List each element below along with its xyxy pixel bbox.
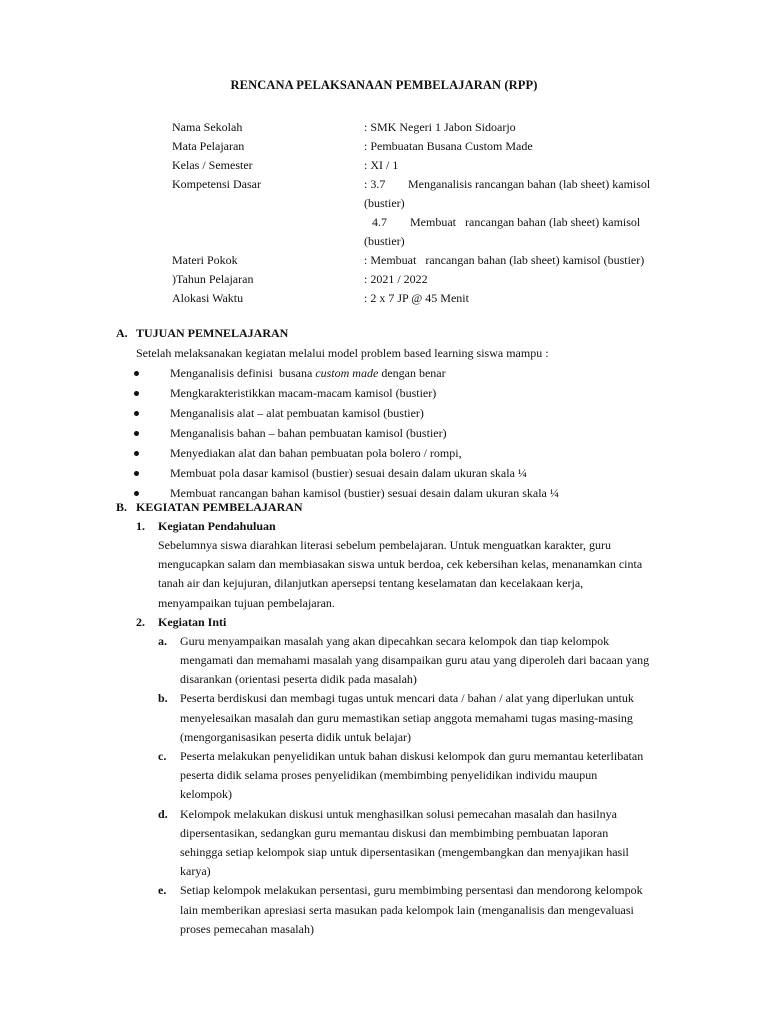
activity-item-a — [116, 632, 696, 690]
list-item: Mengkarakteristikkan macam-macam kamisol (bustier) — [116, 383, 696, 403]
info-label: )Tahun Pelajaran — [172, 272, 254, 286]
item-line: proses pemecahan masalah) — [180, 921, 314, 936]
subsection-heading-inti — [116, 613, 696, 632]
paragraph-line: menyampaikan tujuan pembelajaran. — [158, 595, 335, 610]
emphasis: custom made — [315, 366, 379, 380]
section-tujuan — [116, 324, 696, 503]
bullet-icon — [134, 471, 139, 476]
item-line: kelompok) — [180, 787, 232, 802]
list-item: Membuat pola dasar kamisol (bustier) sesuai desain dalam ukuran skala ¼ — [116, 463, 696, 483]
kd2-text: Membuat rancangan bahan (lab sheet) kamisol — [410, 215, 641, 229]
section-title: TUJUAN PEMNELAJARAN — [136, 326, 289, 340]
paragraph-line: mengucapkan salam dan membiasakan siswa untuk berdoa, cek kebersihan kelas, menanamkan cinta — [158, 557, 643, 572]
item-line: mengamati dan memahami masalah yang disampaikan guru atau yang diperoleh dari bacaan yang — [180, 653, 650, 668]
info-label: Kelas / Semester — [172, 158, 253, 172]
list-item: Menganalisis definisi busana custom made dengan benar — [116, 363, 696, 383]
bullet-icon — [134, 411, 139, 416]
kd1-continuation: (bustier) — [364, 196, 405, 210]
item-line: Setiap kelompok melakukan persentasi, guru membimbing persentasi dan mendorong kelompok — [180, 883, 643, 898]
list-item: Menganalisis alat – alat pembuatan kamisol (bustier) — [116, 403, 696, 423]
item-line: (mengorganisasikan peserta didik untuk belajar) — [180, 729, 412, 744]
identity-block — [172, 118, 692, 308]
kd2-number: 4.7 — [372, 215, 387, 229]
info-label: Nama Sekolah — [172, 120, 243, 134]
item-line: sehingga setiap kelompok siap untuk dipersentasikan (mengembangkan dan menyajikan hasil — [180, 845, 629, 860]
item-letter: d. — [158, 806, 168, 821]
info-row-materi — [172, 251, 692, 270]
item-line: karya) — [180, 864, 211, 879]
paragraph-line: tanah air dan kejujuran, dilanjutkan apersepsi tentang keselamatan dan kecelakaan kerja, — [158, 576, 584, 591]
kd1-number: : 3.7 — [364, 177, 386, 191]
info-value: : SMK Negeri 1 Jabon Sidoarjo — [364, 120, 516, 134]
section-title: KEGIATAN PEMBELAJARAN — [136, 500, 303, 514]
section-heading — [116, 498, 696, 517]
objective-list — [116, 363, 696, 503]
subsection-title: Kegiatan Inti — [158, 614, 227, 629]
item-line: menyelesaikan masalah dan guru memastikan setiap anggota memahami tugas masing-masing — [180, 710, 633, 725]
kd2-continuation: (bustier) — [364, 234, 405, 248]
paragraph-line: Sebelumnya siswa diarahkan literasi sebelum pembelajaran. Untuk menguatkan karakter, guru — [158, 538, 612, 552]
info-row-alokasi — [172, 289, 692, 308]
kd2-line — [172, 213, 692, 232]
list-item: Menyediakan alat dan bahan pembuatan pola bolero / rompi, — [116, 443, 696, 463]
info-label: Mata Pelajaran — [172, 139, 245, 153]
item-line: peserta didik selama proses penyelidikan (membimbing penyelidikan individu maupun — [180, 768, 598, 783]
info-row-kompetensi — [172, 175, 692, 194]
section-heading — [116, 324, 696, 343]
activity-item-d — [116, 805, 696, 882]
info-label: Alokasi Waktu — [172, 291, 244, 305]
info-value: : XI / 1 — [364, 158, 399, 172]
section-intro: Setelah melaksanakan kegiatan melalui model problem based learning siswa mampu : — [136, 346, 549, 360]
bullet-icon — [134, 371, 139, 376]
item-letter: e. — [158, 883, 167, 898]
info-row-kelas — [172, 156, 692, 175]
item-line: disarankan (orientasi peserta didik pada masalah) — [180, 672, 417, 687]
info-row-tahun — [172, 270, 692, 289]
activity-item-b — [116, 689, 696, 747]
info-row-mata-pelajaran — [172, 137, 692, 156]
activity-item-e — [116, 881, 696, 939]
item-line: Peserta melakukan penyelidikan untuk bahan diskusi kelompok dan guru memantau keterlibatan — [180, 749, 644, 764]
info-row-nama-sekolah — [172, 118, 692, 137]
info-value: : 2 x 7 JP @ 45 Menit — [364, 291, 469, 305]
item-letter: a. — [158, 633, 167, 648]
list-item: Menganalisis bahan – bahan pembuatan kamisol (bustier) — [116, 423, 696, 443]
subsection-number: 1. — [136, 519, 145, 533]
list-item: Membuat rancangan bahan kamisol (bustier) sesuai desain dalam ukuran skala ¼ — [116, 483, 696, 503]
info-value — [364, 175, 692, 194]
item-line: Peserta berdiskusi dan membagi tugas untuk mencari data / bahan / alat yang diperlukan untuk — [180, 691, 634, 706]
item-letter: b. — [158, 691, 168, 706]
item-line: Kelompok melakukan diskusi untuk menghasilkan solusi pemecahan masalah dan hasilnya — [180, 806, 617, 821]
section-letter: B. — [116, 500, 128, 514]
info-label: Kompetensi Dasar — [172, 177, 261, 191]
info-value: : Membuat rancangan bahan (lab sheet) kamisol (bustier) — [364, 253, 645, 267]
item-line: lain memberikan apresiasi serta masukan pada kelompok lain (menganalisis dan mengevaluasi — [180, 902, 634, 917]
bullet-icon — [134, 431, 139, 436]
section-kegiatan — [116, 498, 696, 939]
kd1-text: Menganalisis rancangan bahan (lab sheet) kamisol — [408, 177, 651, 191]
subsection-heading-pendahuluan — [116, 517, 696, 536]
bullet-icon — [134, 451, 139, 456]
bullet-icon — [134, 491, 139, 496]
bullet-icon — [134, 391, 139, 396]
item-letter: c. — [158, 749, 167, 764]
item-line: Guru menyampaikan masalah yang akan dipecahkan secara kelompok dan tiap kelompok — [180, 633, 610, 648]
section-letter: A. — [116, 326, 128, 340]
info-value: : 2021 / 2022 — [364, 272, 428, 286]
document-title: RENCANA PELAKSANAAN PEMBELAJARAN (RPP) — [230, 78, 538, 92]
subsection-number: 2. — [136, 614, 145, 629]
info-value: : Pembuatan Busana Custom Made — [364, 139, 533, 153]
info-label: Materi Pokok — [172, 253, 238, 267]
subsection-title: Kegiatan Pendahuluan — [158, 519, 276, 533]
item-line: dipersentasikan, sedangkan guru memantau diskusi dan membimbing pembuatan laporan — [180, 825, 609, 840]
activity-item-c — [116, 747, 696, 805]
